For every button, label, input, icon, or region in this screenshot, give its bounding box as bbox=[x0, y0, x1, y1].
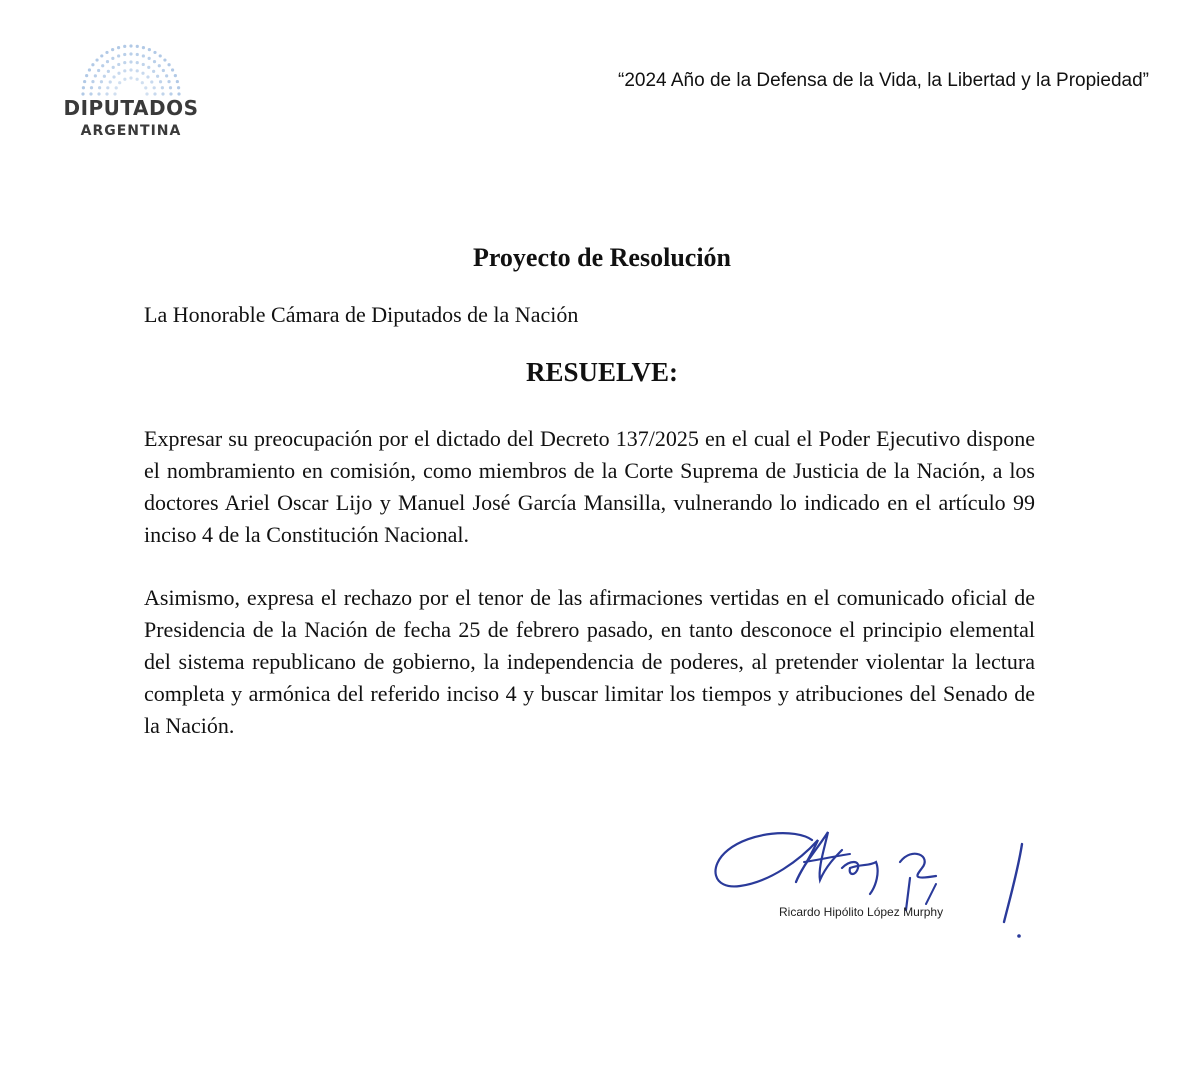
logo-dot bbox=[98, 86, 101, 89]
logo-dot bbox=[153, 51, 156, 54]
logo-dot bbox=[136, 61, 139, 64]
chamber-intro: La Honorable Cámara de Diputados de la Nación bbox=[144, 302, 579, 327]
logo-dot bbox=[153, 86, 156, 89]
logo-dot bbox=[90, 86, 93, 89]
logo-dot bbox=[103, 75, 106, 78]
logo-dot bbox=[95, 58, 98, 61]
logo-dot bbox=[142, 46, 145, 49]
resolves-heading: RESUELVE: bbox=[525, 357, 679, 387]
logo-dot bbox=[169, 86, 172, 89]
logo-dot bbox=[167, 80, 170, 83]
logo-dot bbox=[148, 57, 151, 60]
signer-name: Ricardo Hipólito López Murphy bbox=[779, 905, 944, 919]
logo-dot bbox=[165, 74, 168, 77]
diputados-logo bbox=[56, 36, 206, 146]
logo-dot bbox=[117, 63, 120, 66]
resolution-paragraph-2: Asimismo, expresa el rechazo por el tenor de las afirmaciones vertidas en el comunicado oficial de Presidencia de la Nación de fecha 25 de febrero pasado, en tanto desconoce el principio elemental del sistema republicano de gobierno, la independencia de poderes, al pretender violentar la lectura completa y armónica del referido inciso 4 y buscar limitar los tiempos y atribuciones del Senado de la Nación. bbox=[144, 585, 1035, 738]
logo-dot bbox=[107, 70, 110, 73]
logo-dot bbox=[100, 80, 103, 83]
logo-dot bbox=[105, 51, 108, 54]
logo-dot bbox=[123, 78, 126, 81]
logo-dot bbox=[129, 68, 132, 71]
logo-dot bbox=[101, 64, 104, 67]
logo-dot bbox=[141, 72, 144, 75]
year-motto: “2024 Año de la Defensa de la Vida, la Libertad y la Propiedad” bbox=[618, 70, 1149, 91]
logo-dot bbox=[159, 54, 162, 57]
logo-dot bbox=[109, 80, 112, 83]
logo-dot bbox=[161, 86, 164, 89]
logo-dot bbox=[163, 58, 166, 61]
logo-dot bbox=[142, 54, 145, 57]
logo-dot bbox=[136, 53, 139, 56]
logo-dot bbox=[150, 80, 153, 83]
logo-dot bbox=[112, 75, 115, 78]
logo-dot bbox=[159, 80, 162, 83]
logo-dot bbox=[176, 80, 179, 83]
logo-name: DIPUTADOS bbox=[63, 96, 199, 120]
logo-dot bbox=[144, 86, 147, 89]
logo-dot bbox=[85, 74, 88, 77]
logo-dot bbox=[129, 44, 132, 47]
logo-dot bbox=[136, 78, 139, 81]
logo-dot bbox=[91, 63, 94, 66]
logo-dot bbox=[112, 66, 115, 69]
logo-dot bbox=[152, 70, 155, 73]
logo-dot bbox=[115, 86, 118, 89]
logo-dot bbox=[91, 80, 94, 83]
logo-dot bbox=[129, 52, 132, 55]
logo-dot bbox=[88, 68, 91, 71]
logo-dot bbox=[136, 45, 139, 48]
logo-dot bbox=[147, 66, 150, 69]
logo-dot bbox=[94, 74, 97, 77]
logo-dot bbox=[123, 45, 126, 48]
logo-dot bbox=[146, 75, 149, 78]
logo-dot bbox=[117, 72, 120, 75]
logo-dot bbox=[153, 60, 156, 63]
logo-dot bbox=[106, 86, 109, 89]
document-title: Proyecto de Resolución bbox=[472, 243, 732, 272]
logo-dot bbox=[111, 57, 114, 60]
logo-dot bbox=[123, 61, 126, 64]
logo-dot bbox=[82, 86, 85, 89]
handwritten-signature bbox=[700, 810, 1040, 950]
logo-dot bbox=[123, 69, 126, 72]
logo-dot bbox=[97, 69, 100, 72]
logo-dot bbox=[83, 80, 86, 83]
logo-dot bbox=[141, 81, 144, 84]
logo-dot bbox=[117, 54, 120, 57]
logo-country: ARGENTINA bbox=[80, 123, 182, 139]
logo-dot bbox=[123, 53, 126, 56]
logo-dot bbox=[167, 63, 170, 66]
logo-dot bbox=[129, 60, 132, 63]
logo-dot bbox=[174, 74, 177, 77]
logo-dot bbox=[142, 63, 145, 66]
logo-dot bbox=[129, 76, 132, 79]
logo-dot bbox=[111, 48, 114, 51]
logo-dot bbox=[148, 48, 151, 51]
logo-dot bbox=[118, 81, 121, 84]
logo-dot bbox=[156, 75, 159, 78]
logo-dot bbox=[106, 60, 109, 63]
logo-dot bbox=[117, 46, 120, 49]
logo-dot bbox=[177, 86, 180, 89]
logo-dot bbox=[171, 68, 174, 71]
resolution-paragraph-1: Expresar su preocupación por el dictado del Decreto 137/2025 en el cual el Poder Ejecutivo dispone el nombramiento en comisión, como miembros de la Corte Suprema de Justicia de la Nación, a los doctores Ariel Oscar Lijo y Manuel José García Mansilla, vulnerando lo indicado en el artículo 99 inciso 4 de la Constitución Nacional. bbox=[144, 426, 1035, 547]
logo-dome-icon bbox=[76, 36, 186, 96]
logo-dot bbox=[158, 64, 161, 67]
logo-dot bbox=[136, 69, 139, 72]
logo-dot bbox=[162, 69, 165, 72]
logo-dot bbox=[100, 54, 103, 57]
